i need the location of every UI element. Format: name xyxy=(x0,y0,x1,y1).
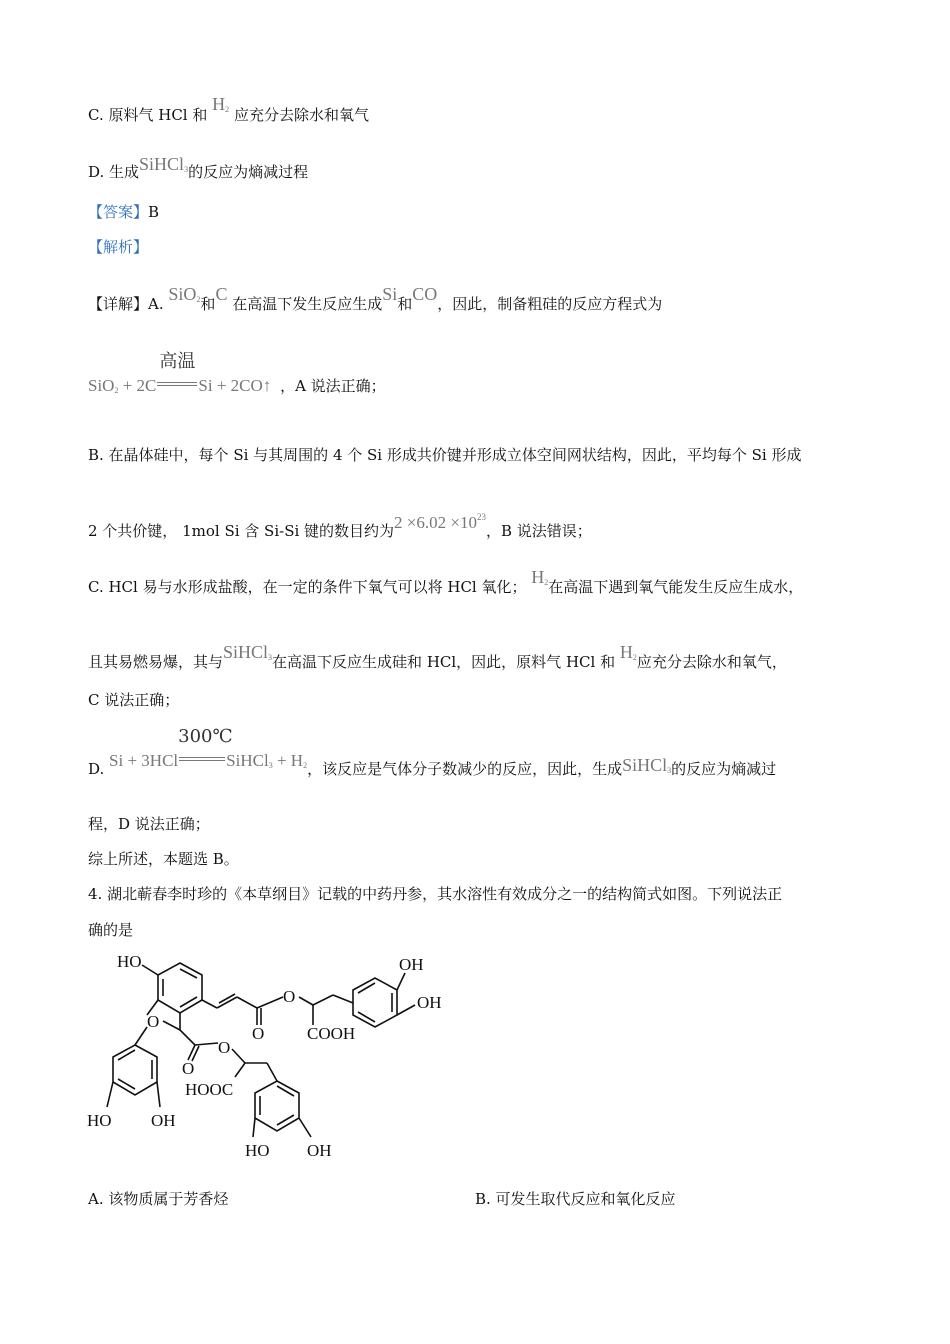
ring-bottom xyxy=(255,1081,299,1131)
para-b-line2: 2 个共价键， 1mol Si 含 Si-Si 键的数目约为$2 \times 6.02 \times 10^{23}$，B 说法错误； xyxy=(88,512,592,540)
h2-formula: H2 xyxy=(212,94,230,114)
option-a[interactable]: A. 该物质属于芳香烃 xyxy=(88,1190,229,1208)
label-cooh: COOH xyxy=(307,1024,356,1043)
detail-a-line: 【详解】A. SiO2和C 在高温下发生反应生成Si和CO，因此，制备粗硅的反应方程式为 xyxy=(88,284,663,313)
answer-line xyxy=(88,201,159,223)
para-b-line1: B. 在晶体硅中，每个 Si 与其周围的 4 个 Si 形成共价键并形成立体空间网状结构，因此，平均每个 Si 形成 xyxy=(88,446,802,464)
sihcl3-formula: SiHCl3 xyxy=(139,154,189,174)
para-c-line1: C. HCl 易与水形成盐酸，在一定的条件下氧气可以将 HCl 氧化； H2在高温下遇到氧气能发生反应生成水， xyxy=(88,567,804,596)
reaction-arrow: 高温 xyxy=(156,375,198,397)
label-ho-top: HO xyxy=(117,952,142,971)
label-o-carbonyl2: O xyxy=(182,1059,195,1078)
answer-value: B xyxy=(148,203,160,221)
analysis-label: 【解析】 xyxy=(88,238,149,256)
label-o-ring: O xyxy=(147,1012,160,1031)
label-ho-left: HO xyxy=(87,1111,112,1130)
equation-a: SiO2 + 2C 高温 Si + 2CO↑ ，A 说法正确； xyxy=(88,351,386,395)
label-oh-bottom: OH xyxy=(307,1141,332,1160)
option-b[interactable]: B. 可发生取代反应和氧化反应 xyxy=(475,1190,676,1208)
summary: 综上所述，本题选 B。 xyxy=(88,850,239,868)
label-o-ester1: O xyxy=(283,987,296,1006)
option-c-top: C. 原料气 HCl 和 H2 应充分去除水和氧气 xyxy=(88,94,369,124)
para-d-line1: D. Si + 3HCl 300℃ SiHCl3 + H2，该反应是气体分子数减少的反应，因此，生成SiHCl3的反应为熵减过 xyxy=(88,726,777,778)
label-o-carbonyl1: O xyxy=(252,1024,265,1043)
question-4-line2: 确的是 xyxy=(88,921,134,939)
chemical-structure xyxy=(85,945,465,1165)
reaction-arrow: 300℃ xyxy=(178,750,226,772)
ring-right xyxy=(353,978,397,1027)
question-4-line1: 4. 湖北蕲春李时珍的《本草纲目》记载的中药丹参，其水溶性有效成分之一的结构简式如图。下列说法正 xyxy=(88,885,783,903)
label-ho-bottom: HO xyxy=(245,1141,270,1160)
label-oh1: OH xyxy=(399,955,424,974)
label-o-ester2: O xyxy=(218,1038,231,1057)
para-c-line2: 且其易燃易爆，其与SiHCl3在高温下反应生成硅和 HCl，因此，原料气 HCl 和 H2应充分去除水和氧气， xyxy=(88,642,787,671)
answer-label: 【答案】 xyxy=(88,203,149,221)
label-oh-left: OH xyxy=(151,1111,176,1130)
ring-left xyxy=(113,1045,157,1095)
para-d-line2: 程，D 说法正确； xyxy=(88,815,210,833)
para-c-line3: C 说法正确； xyxy=(88,691,180,709)
label-oh2: OH xyxy=(417,993,442,1012)
ring-benzo xyxy=(158,963,202,1013)
label-hooc: HOOC xyxy=(185,1080,234,1099)
option-d-top: D. 生成SiHCl3的反应为熵减过程 xyxy=(88,154,309,181)
